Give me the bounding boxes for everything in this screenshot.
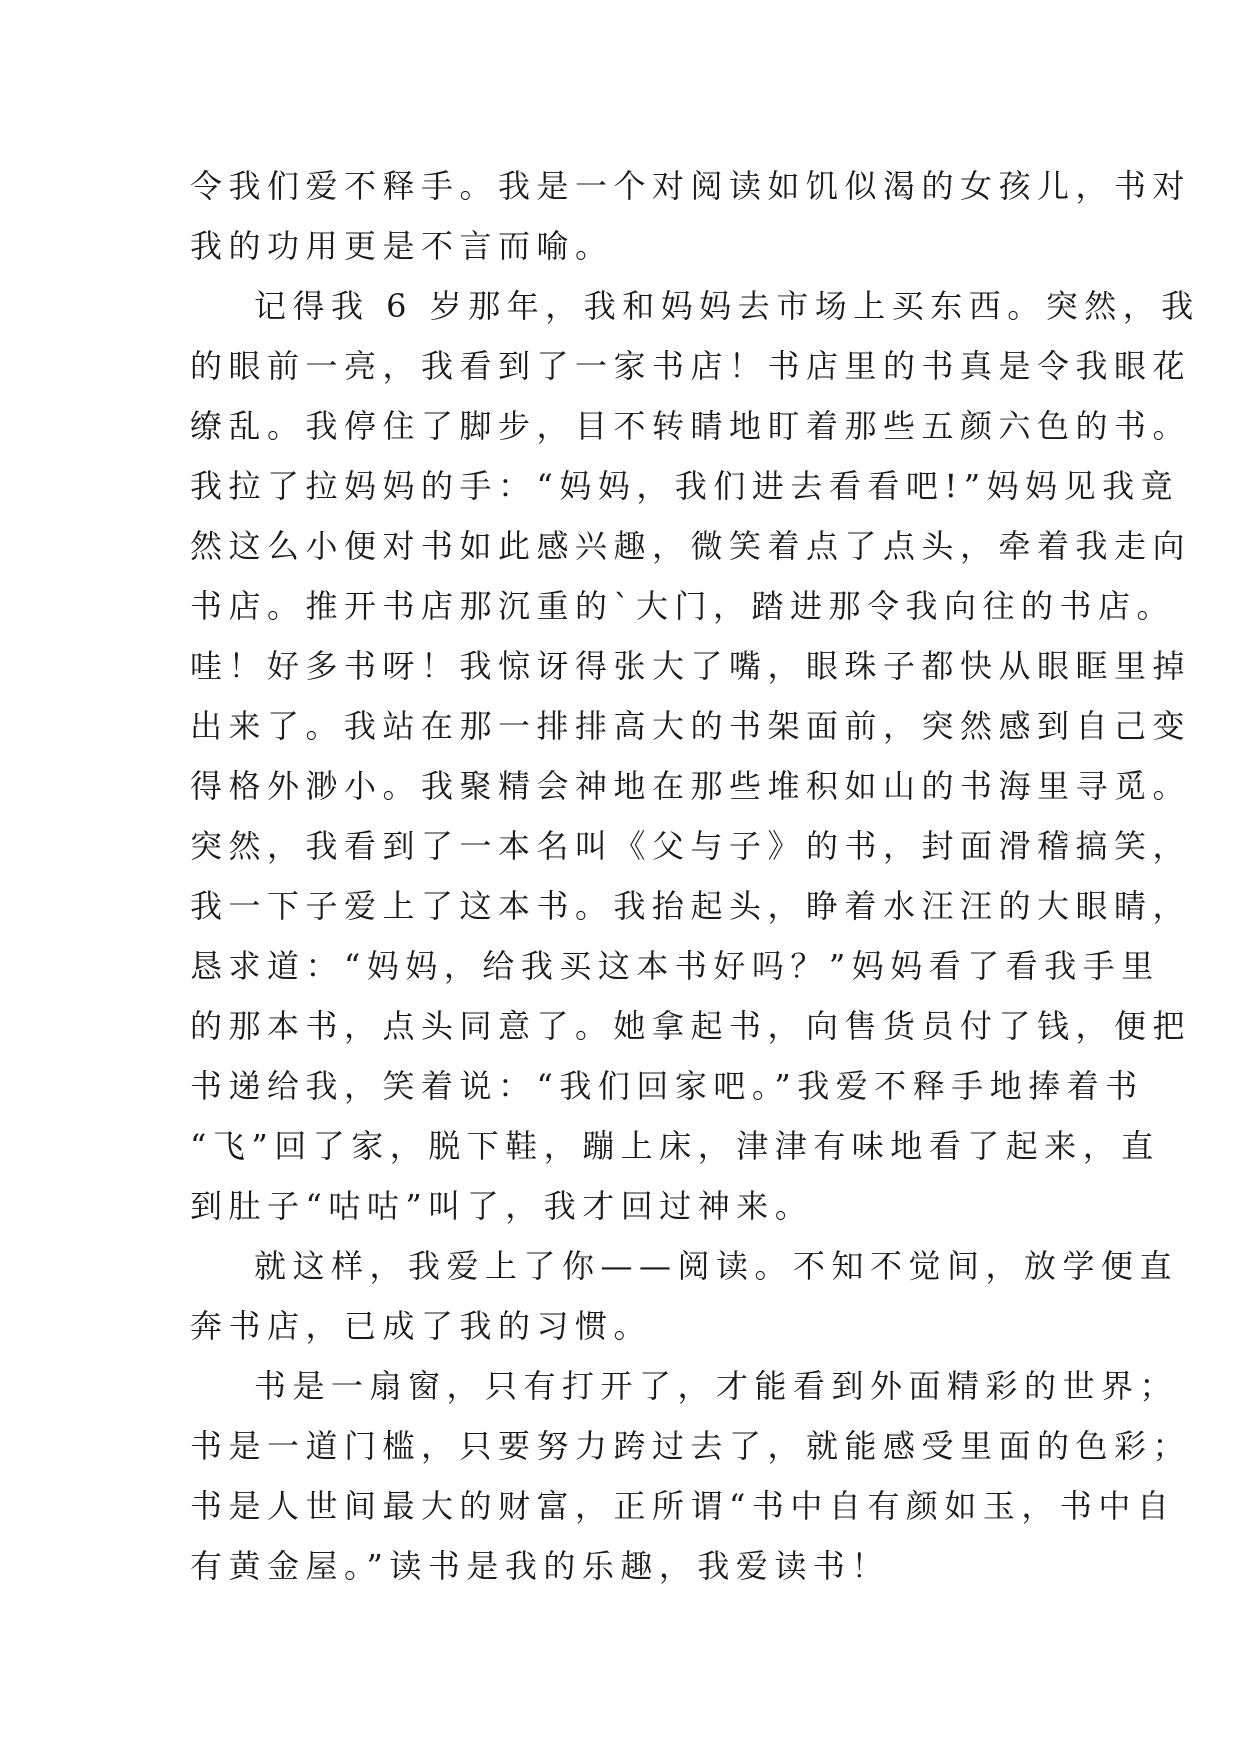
text-line: 奔书店，已成了我的习惯。 bbox=[190, 1307, 653, 1345]
text-line: 缭乱。我停住了脚步，目不转睛地盯着那些五颜六色的书。 bbox=[190, 407, 1192, 445]
text-line: 书递给我，笑着说：“我们回家吧。”我爱不释手地捧着书 bbox=[190, 1067, 1144, 1105]
essay-body bbox=[190, 156, 1200, 1596]
text-line: 恳求道：“妈妈，给我买这本书好吗？”妈妈看了看我手里 bbox=[190, 947, 1160, 985]
text-line: “飞”回了家，脱下鞋，蹦上床，津津有味地看了起来，直 bbox=[190, 1127, 1160, 1165]
text-line: 书是一道门槛，只要努力跨过去了，就能感受里面的色彩； bbox=[190, 1427, 1192, 1465]
text-line: 突然，我看到了一本名叫《父与子》的书，封面滑稽搞笑， bbox=[190, 827, 1192, 865]
text-line: 出来了。我站在那一排排高大的书架面前，突然感到自己变 bbox=[190, 707, 1192, 745]
text-line: 我的功用更是不言而喻。 bbox=[190, 227, 614, 265]
paragraph-start-line: 就这样，我爱上了你——阅读。不知不觉间，放学便直 bbox=[254, 1247, 1179, 1285]
paragraph-start-line: 书是一扇窗，只有打开了，才能看到外面精彩的世界； bbox=[254, 1367, 1179, 1405]
text-line: 书店。推开书店那沉重的`大门，踏进那令我向往的书店。 bbox=[190, 587, 1176, 625]
text-line: 然这么小便对书如此感兴趣，微笑着点了点头，牵着我走向 bbox=[190, 527, 1192, 565]
text-line: 令我们爱不释手。我是一个对阅读如饥似渴的女孩儿，书对 bbox=[190, 167, 1192, 205]
text-line: 我拉了拉妈妈的手：“妈妈，我们进去看看吧!”妈妈见我竟 bbox=[190, 467, 1180, 505]
text-line: 我一下子爱上了这本书。我抬起头，睁着水汪汪的大眼睛， bbox=[190, 887, 1192, 925]
text-line: 书是人世间最大的财富，正所谓“书中自有颜如玉，书中自 bbox=[190, 1487, 1176, 1525]
text-line: 的那本书，点头同意了。她拿起书，向售货员付了钱，便把 bbox=[190, 1007, 1192, 1045]
text-line: 得格外渺小。我聚精会神地在那些堆积如山的书海里寻觅。 bbox=[190, 767, 1192, 805]
text-line: 到肚子“咕咕”叫了，我才回过神来。 bbox=[190, 1187, 814, 1225]
text-line: 哇！好多书呀！我惊讶得张大了嘴，眼珠子都快从眼眶里掉 bbox=[190, 647, 1192, 685]
text-line: 有黄金屋。”读书是我的乐趣，我爱读书！ bbox=[190, 1547, 890, 1585]
text-line: 的眼前一亮，我看到了一家书店！书店里的书真是令我眼花 bbox=[190, 347, 1192, 385]
paragraph-start-line: 记得我 6 岁那年，我和妈妈去市场上买东西。突然，我 bbox=[254, 287, 1200, 325]
